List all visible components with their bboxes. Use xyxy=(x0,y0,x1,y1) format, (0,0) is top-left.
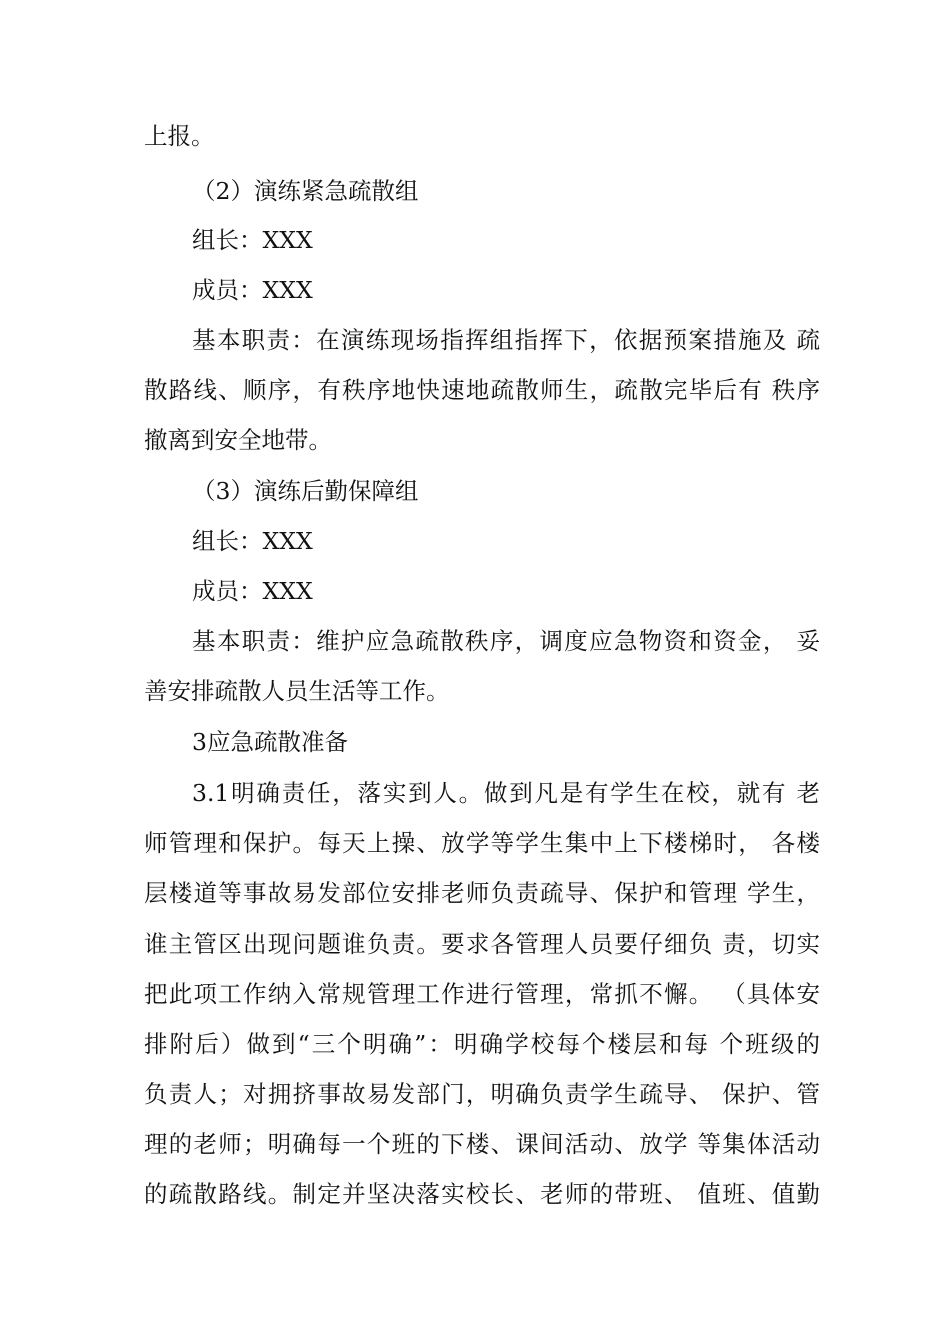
body-paragraph-line: 理的老师；明确每一个班的下楼、课间活动、放学 等集体活动 xyxy=(144,1130,820,1158)
duty-paragraph-line: 善安排疏散人员生活等工作。 xyxy=(144,677,450,705)
body-paragraph-line: 3.1明确责任，落实到人。做到凡是有学生在校，就有 老 xyxy=(192,779,820,807)
body-paragraph-line: 师管理和保护。每天上操、放学等学生集中上下楼梯时， 各楼 xyxy=(144,829,820,857)
section-heading-emergency-preparation: 3应急疏散准备 xyxy=(192,728,348,756)
group-member-line: 成员：XXX xyxy=(192,577,313,605)
duty-paragraph-line: 基本职责：在演练现场指挥组指挥下，依据预案措施及 疏 xyxy=(192,326,820,354)
text-line-1: 上报。 xyxy=(144,122,215,150)
group-leader-line: 组长：XXX xyxy=(192,527,313,555)
body-paragraph-line: 负责人；对拥挤事故易发部门，明确负责学生疏导、 保护、管 xyxy=(144,1080,820,1108)
group-member-line: 成员：XXX xyxy=(192,276,313,304)
duty-paragraph-line: 散路线、顺序，有秩序地快速地疏散师生，疏散完毕后有 秩序 xyxy=(144,376,820,404)
section-heading-2: （2）演练紧急疏散组 xyxy=(192,177,419,205)
body-paragraph-line: 的疏散路线。制定并坚决落实校长、老师的带班、 值班、值勤 xyxy=(144,1180,820,1208)
body-paragraph-line: 层楼道等事故易发部位安排老师负责疏导、保护和管理 学生， xyxy=(144,879,820,907)
group-leader-line: 组长：XXX xyxy=(192,226,313,254)
section-heading-3: （3）演练后勤保障组 xyxy=(192,477,419,505)
body-paragraph-line: 排附后）做到“三个明确”：明确学校每个楼层和每 个班级的 xyxy=(144,1030,820,1058)
body-paragraph-line: 把此项工作纳入常规管理工作进行管理，常抓不懈。 （具体安 xyxy=(144,980,820,1008)
duty-paragraph-line: 基本职责：维护应急疏散秩序，调度应急物资和资金， 妥 xyxy=(192,627,820,655)
duty-paragraph-line: 撤离到安全地带。 xyxy=(144,426,332,454)
body-paragraph-line: 谁主管区出现问题谁负责。要求各管理人员要仔细负 责，切实 xyxy=(144,930,820,958)
